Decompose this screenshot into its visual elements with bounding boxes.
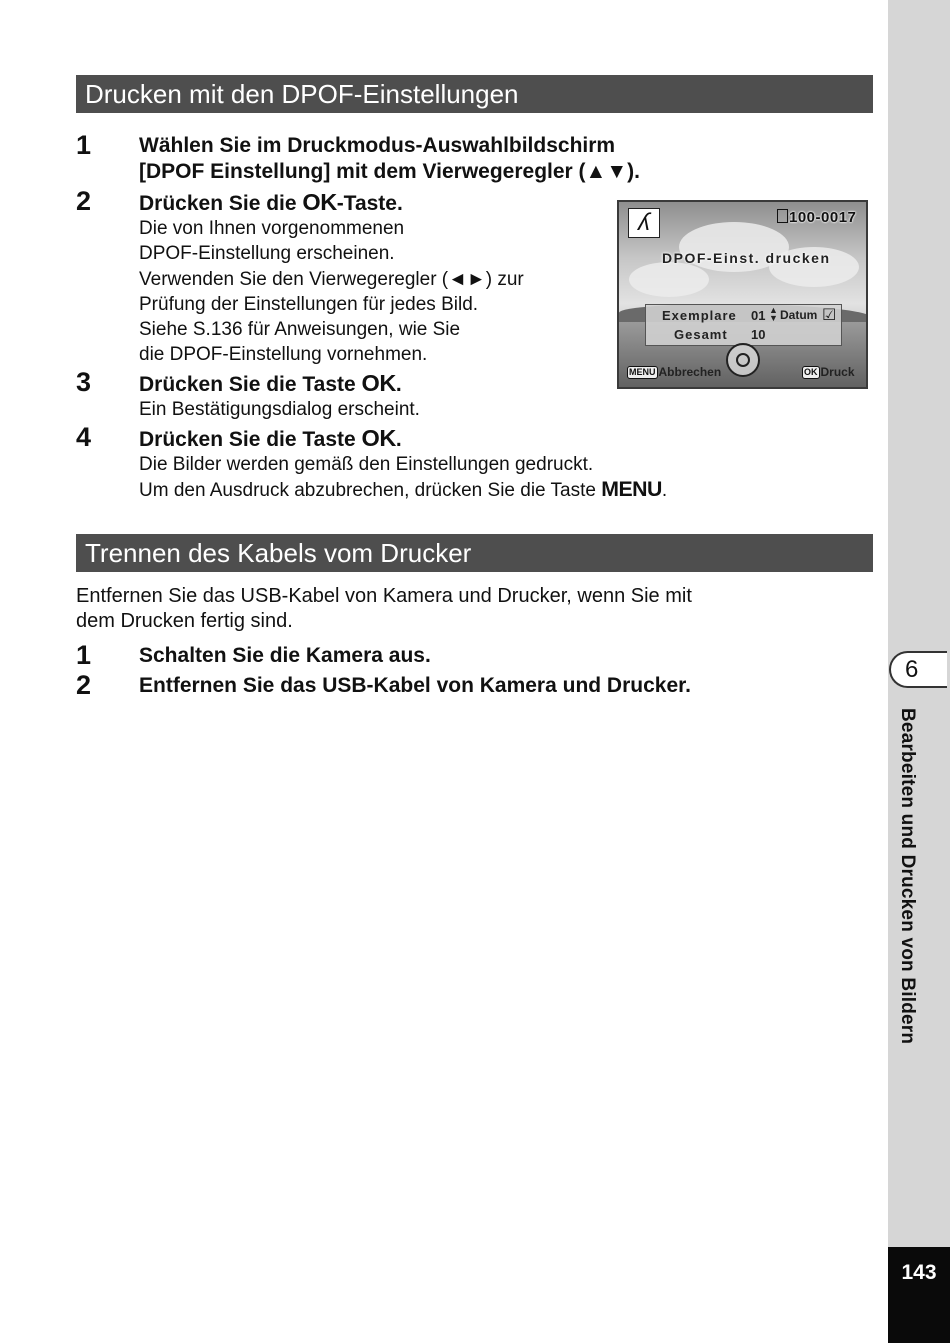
body-text: .	[661, 480, 668, 501]
body-line: Verwenden Sie den Vierwegeregler (◄►) zur	[139, 269, 524, 290]
body-line: die DPOF-Einstellung vornehmen.	[139, 344, 428, 365]
total-value: 10	[751, 327, 766, 342]
copies-label: Exemplare	[662, 308, 737, 323]
cancel-hint	[627, 365, 721, 379]
camera-lcd-screenshot	[617, 200, 868, 389]
step-title: Entfernen Sie das USB-Kabel von Kamera und Drucker.	[139, 674, 691, 697]
step-number: 1	[76, 130, 92, 160]
body-line	[139, 477, 667, 503]
step-title-text: Drücken Sie die	[139, 192, 303, 215]
page-number: 143	[888, 1247, 950, 1343]
step-number: 2	[76, 186, 92, 216]
section-heading-dpof: Drucken mit den DPOF-Einstellungen	[76, 75, 873, 113]
chapter-title: Bearbeiten und Drucken von Bildern	[897, 708, 918, 1045]
total-label: Gesamt	[674, 327, 728, 342]
step-title	[139, 425, 402, 453]
section-heading-cable: Trennen des Kabels vom Drucker	[76, 534, 873, 572]
up-down-arrows-icon: ▲ ▼	[769, 305, 778, 323]
ok-key-icon: OK	[804, 367, 818, 377]
body-line: Siehe S.136 für Anweisungen, wie Sie	[139, 319, 461, 340]
ok-key-glyph: OK	[302, 189, 337, 215]
step-number: 1	[76, 640, 92, 670]
menu-key-icon: MENU	[629, 367, 656, 377]
sky-cloud	[629, 262, 709, 297]
step-title-line: Wählen Sie im Druckmodus-Auswahlbildschirm	[139, 134, 616, 157]
ok-key-glyph: OK	[361, 370, 396, 396]
intro-line: Entfernen Sie das USB-Kabel von Kamera und Drucker, wenn Sie mit	[76, 585, 692, 607]
file-number-text: 100-0017	[789, 209, 857, 226]
chapter-number: 6	[889, 651, 947, 688]
body-line: Ein Bestätigungsdialog erscheint.	[139, 399, 420, 420]
dpof-info-box	[645, 304, 842, 346]
step-number: 3	[76, 367, 92, 397]
body-text: Um den Ausdruck abzubrechen, drücken Sie die Taste	[139, 480, 602, 501]
step-title-text: -Taste.	[336, 192, 403, 215]
body-line: DPOF-Einstellung erscheinen.	[139, 243, 395, 264]
file-number	[777, 209, 856, 226]
cancel-label: Abbrechen	[658, 365, 722, 379]
print-label: Druck	[820, 365, 855, 379]
step-title: Schalten Sie die Kamera aus.	[139, 644, 431, 667]
date-label: Datum	[780, 308, 818, 322]
ok-key-glyph: OK	[361, 425, 396, 451]
intro-line: dem Drucken fertig sind.	[76, 610, 293, 632]
screen-title: DPOF-Einst. drucken	[662, 250, 831, 266]
body-line: Die von Ihnen vorgenommenen	[139, 218, 405, 239]
step-title	[139, 189, 403, 217]
copies-value: 01	[751, 308, 766, 323]
body-line: Die Bilder werden gemäß den Einstellungen gedruckt.	[139, 454, 594, 475]
step-title	[139, 370, 402, 398]
step-title-line: [DPOF Einstellung] mit dem Vierwegeregler (▲▼).	[139, 160, 640, 183]
step-title-text: .	[395, 428, 402, 451]
print-hint	[802, 365, 855, 379]
step-title-text: Drücken Sie die Taste	[139, 428, 362, 451]
body-line: Prüfung der Einstellungen für jedes Bild.	[139, 294, 479, 315]
step-title-text: .	[395, 373, 402, 396]
screen-bottom-bar	[619, 358, 868, 389]
print-mode-icon: ʎ	[628, 208, 660, 238]
step-number: 4	[76, 422, 92, 452]
step-title-text: Drücken Sie die Taste	[139, 373, 362, 396]
step-number: 2	[76, 670, 92, 700]
menu-key-glyph: MENU	[601, 477, 662, 501]
date-checkbox-icon: ☑	[822, 307, 837, 324]
file-icon	[777, 209, 788, 223]
